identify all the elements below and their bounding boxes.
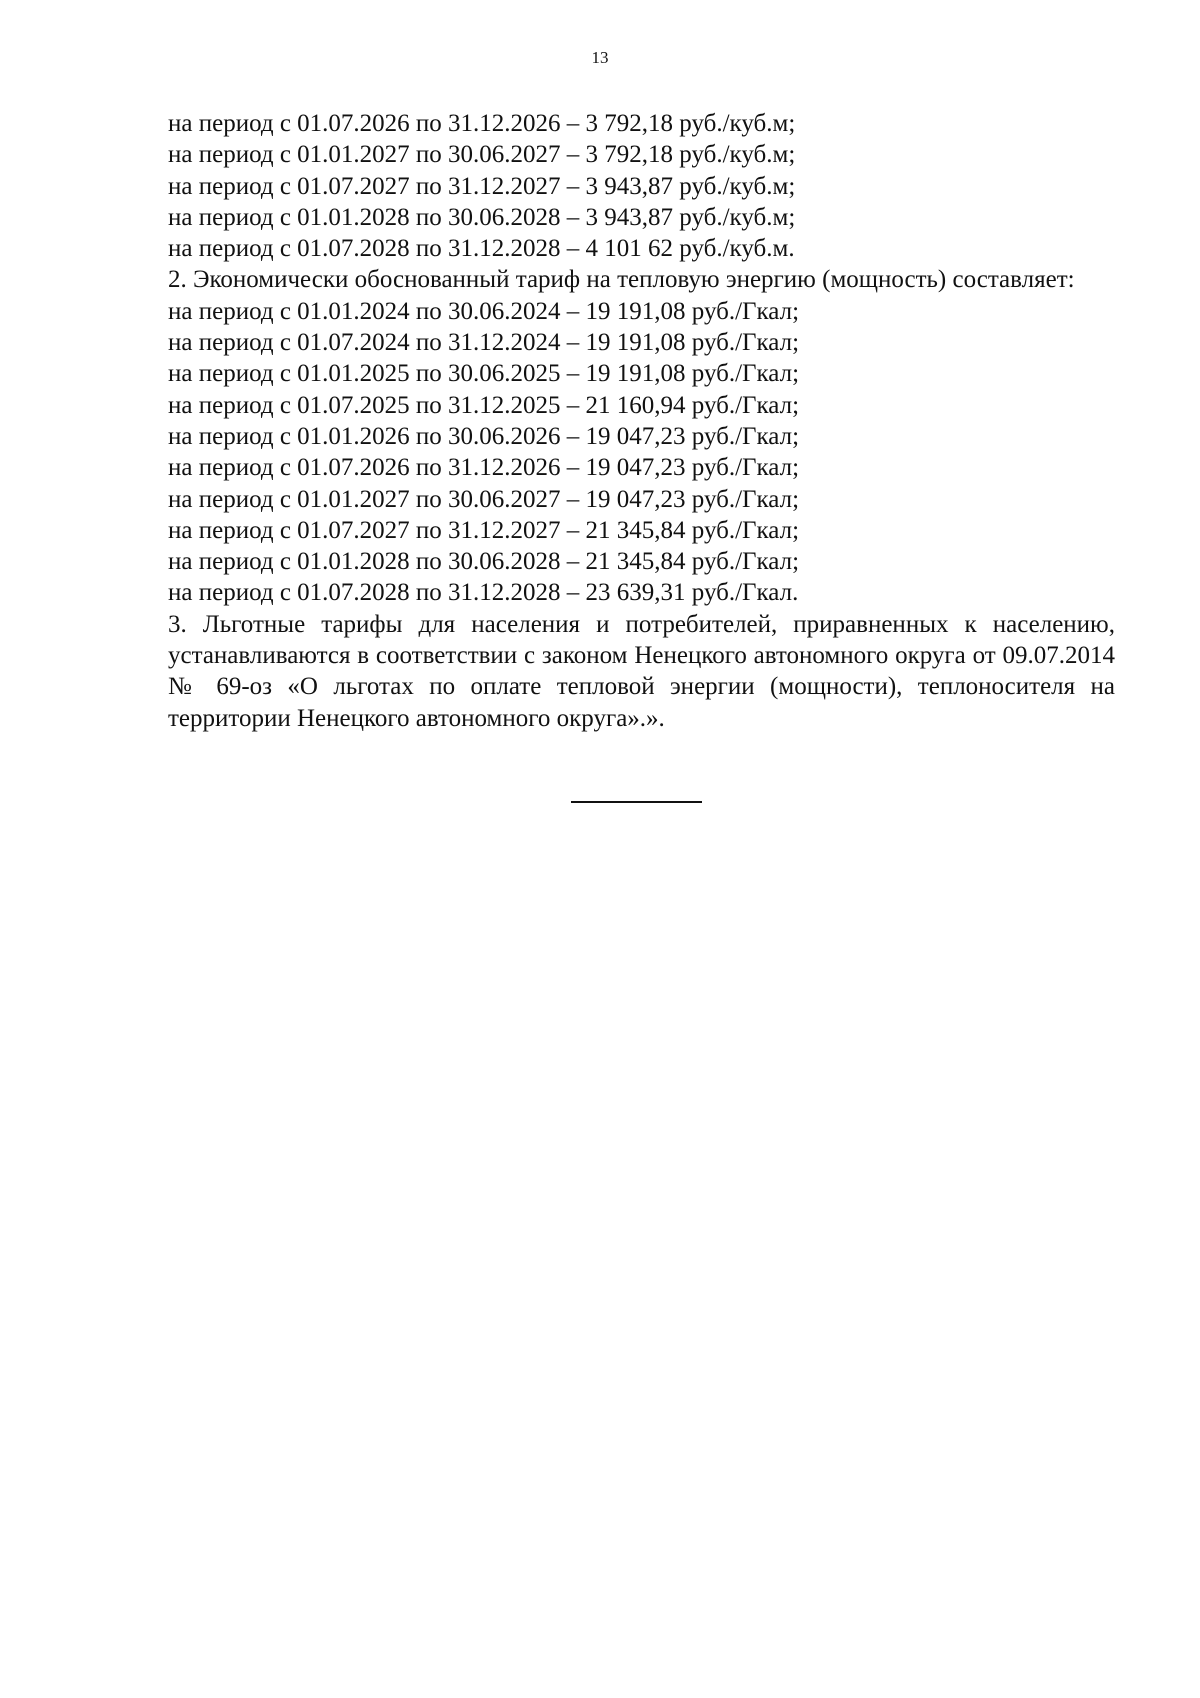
volume-rates-list (168, 108, 1115, 264)
rate-line: на период с 01.01.2028 по 30.06.2028 – 21 345,84 руб./Гкал; (168, 548, 800, 576)
rate-line: на период с 01.07.2028 по 31.12.2028 – 23 639,31 руб./Гкал. (168, 579, 799, 607)
rate-line: на период с 01.01.2026 по 30.06.2026 – 19 047,23 руб./Гкал; (168, 422, 800, 450)
page-number: 13 (591, 48, 609, 67)
rate-line: на период с 01.01.2025 по 30.06.2025 – 19 191,08 руб./Гкал; (168, 360, 800, 388)
section-3-paragraph: 3. Льготные тарифы для населения и потребителей, приравненных к населению, устанавливаются в соответствии с законом Ненецкого автономного округа от 09.07.2014 № 69-оз «О льготах по оплате тепловой энергии (мощности), теплоносителя на территории Ненецкого автономного округа».». (168, 610, 1115, 732)
rate-line: на период с 01.07.2026 по 31.12.2026 – 19 047,23 руб./Гкал; (168, 454, 800, 482)
rate-line: на период с 01.07.2027 по 31.12.2027 – 21 345,84 руб./Гкал; (168, 516, 800, 544)
rate-line: на период с 01.07.2024 по 31.12.2024 – 19 191,08 руб./Гкал; (168, 329, 800, 357)
rate-line: на период с 01.01.2027 по 30.06.2027 – 3 792,18 руб./куб.м; (168, 141, 796, 169)
rate-line: на период с 01.07.2026 по 31.12.2026 – 3 792,18 руб./куб.м; (168, 110, 796, 137)
rate-line: на период с 01.07.2028 по 31.12.2028 – 4 101 62 руб./куб.м. (168, 235, 795, 263)
rate-line: на период с 01.01.2028 по 30.06.2028 – 3 943,87 руб./куб.м; (168, 203, 796, 231)
document-body (168, 108, 1115, 734)
rate-line: на период с 01.01.2024 по 30.06.2024 – 19 191,08 руб./Гкал; (168, 297, 800, 325)
end-of-document-rule (571, 801, 702, 803)
rate-line: на период с 01.07.2027 по 31.12.2027 – 3 943,87 руб./куб.м; (168, 172, 796, 200)
section-2-heading: 2. Экономически обоснованный тариф на тепловую энергию (мощность) составляет: (168, 266, 1075, 294)
section-2 (168, 264, 1115, 608)
rate-line: на период с 01.07.2025 по 31.12.2025 – 21 160,94 руб./Гкал; (168, 391, 800, 419)
rate-line: на период с 01.01.2027 по 30.06.2027 – 19 047,23 руб./Гкал; (168, 485, 800, 513)
